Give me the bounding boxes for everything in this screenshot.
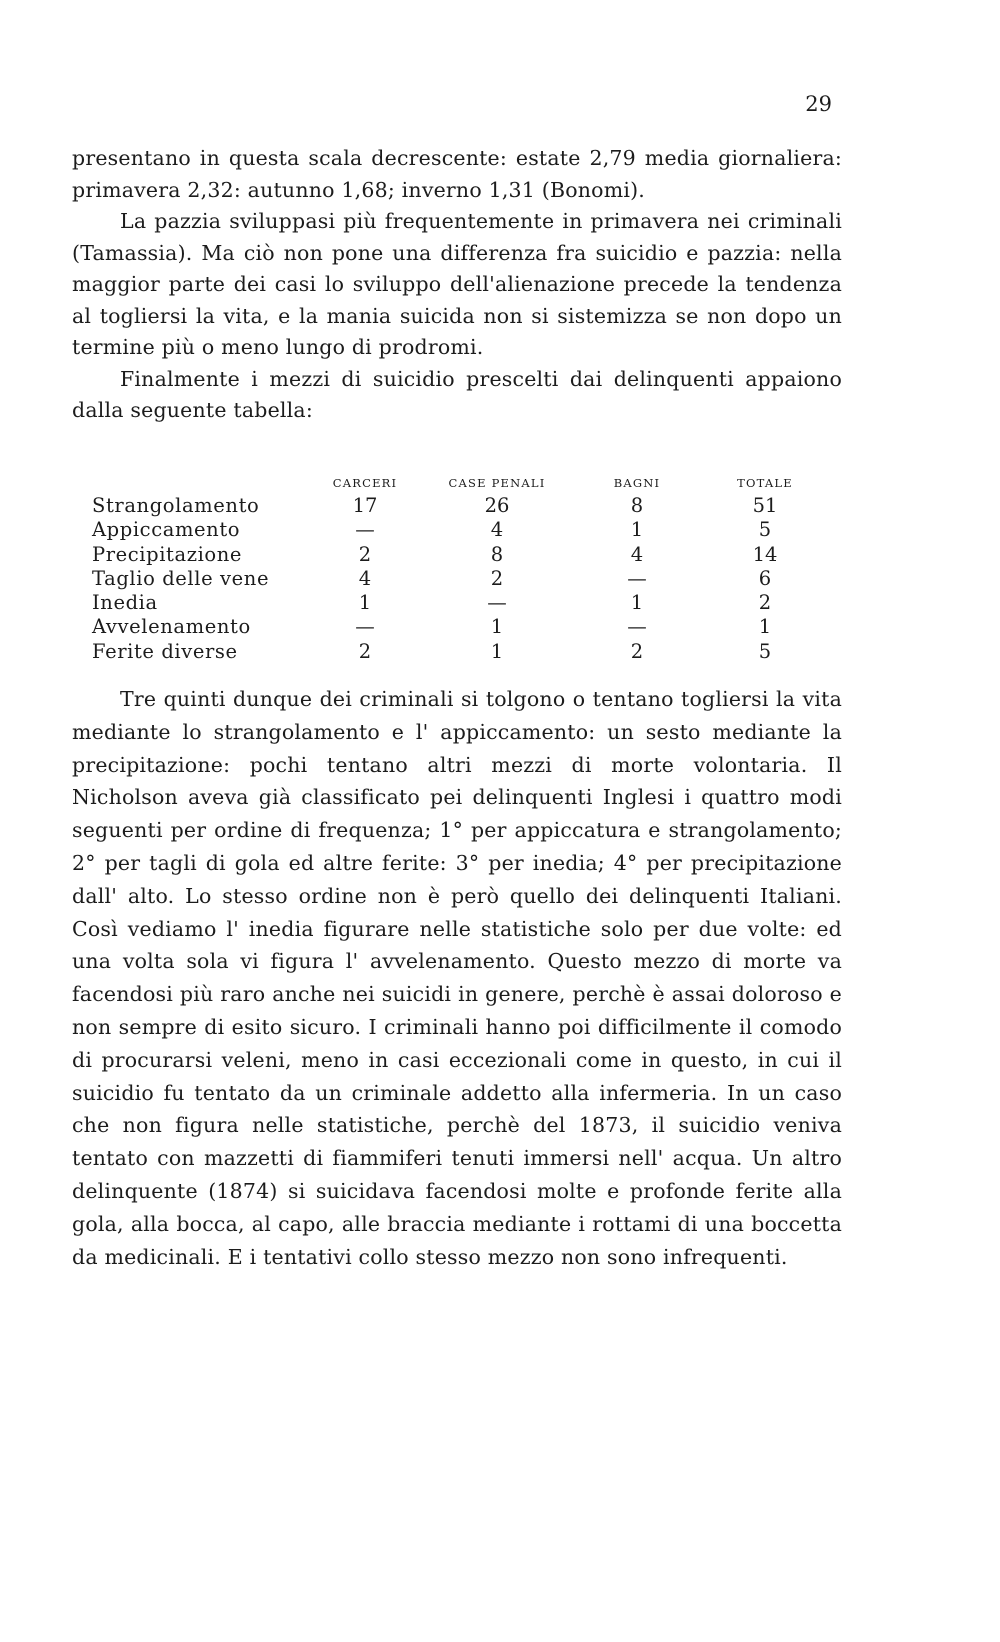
table-row (92, 567, 822, 591)
cell-carceri: — (355, 615, 375, 639)
table-row (92, 640, 822, 664)
table-header-row (92, 472, 822, 494)
cell-case-penali: 8 (490, 542, 504, 566)
cell-carceri: 2 (358, 639, 372, 663)
cell-carceri: 4 (358, 566, 372, 590)
row-label: Strangolamento (92, 494, 260, 517)
cell-case-penali: — (487, 591, 507, 615)
cell-case-penali: 1 (490, 615, 504, 639)
top-paragraphs (72, 143, 842, 427)
table-row (92, 615, 822, 639)
cell-bagni: — (627, 566, 647, 590)
cell-bagni: 4 (630, 542, 644, 566)
cell-carceri: 1 (358, 591, 372, 615)
row-label: Ferite diverse (92, 639, 238, 663)
bottom-paragraphs (72, 683, 842, 1273)
header-bagni: BAGNI (613, 476, 661, 490)
header-case-penali: CASE PENALI (448, 476, 546, 490)
table-row (92, 518, 822, 542)
cell-case-penali: 4 (490, 518, 504, 542)
paragraph-3: Finalmente i mezzi di suicidio prescelti dai delinquenti appaiono dalla seguente tabella: (72, 366, 842, 422)
cell-totale: 14 (752, 542, 778, 566)
cell-totale: 6 (758, 566, 772, 590)
table-row (92, 494, 822, 518)
table-row (92, 543, 822, 567)
row-label: Precipitazione (92, 542, 243, 566)
cell-totale: 1 (758, 615, 772, 639)
header-totale: TOTALE (737, 476, 793, 490)
cell-case-penali: 26 (484, 494, 510, 517)
cell-bagni: — (627, 615, 647, 639)
row-label: Inedia (92, 591, 158, 615)
cell-totale: 2 (758, 591, 772, 615)
row-label: Taglio delle vene (92, 566, 270, 590)
cell-bagni: 1 (630, 518, 644, 542)
cell-carceri: 2 (358, 542, 372, 566)
cell-bagni: 1 (630, 591, 644, 615)
cell-totale: 5 (758, 639, 772, 663)
paragraph-4: Tre quinti dunque dei criminali si tolgono o tentano togliersi la vita mediante lo strangolamento e l' appiccamento: un sesto mediante la precipitazione: pochi tentano altri mezzi di morte volontaria. Il Nicholson aveva già classificato pei delinquenti Inglesi i quattro modi seguenti per ordine di frequenza; 1° per appiccatura e strangolamento; 2° per tagli di gola ed altre ferite: 3° per inedia; 4° per precipitazione dall' alto. Lo stesso ordine non è però quello dei delinquenti Italiani. Così vediamo l' inedia figurare nelle statistiche solo per due volte: ed una volta sola vi figura l' avvelenamento. Questo mezzo di morte va facendosi più raro anche nei suicidi in genere, perchè è assai doloroso e non sempre di esito sicuro. I criminali hanno poi difficilmente il comodo di procurarsi veleni, meno in casi eccezionali come in questo, in cui il suicidio fu tentato da un criminale addetto alla infermeria. In un caso che non figura nelle statistiche, perchè del 1873, il suicidio veniva tentato con mazzetti di fiammiferi tenuti immersi nell' acqua. Un altro delinquente (1874) si suicidava facendosi molte e profonde ferite alla gola, alla bocca, al capo, alle braccia mediante i rottami di una boccetta da medicinali. E i tentativi collo stesso mezzo non sono infrequenti. (72, 687, 842, 1269)
cell-case-penali: 2 (490, 566, 504, 590)
cell-totale: 5 (758, 518, 772, 542)
paragraph-2: La pazzia sviluppasi più frequentemente in primavera nei criminali (Tamassia). Ma ciò non pone una differenza fra suicidio e pazzia: nella maggior parte dei casi lo sviluppo dell'alienazione precede la tendenza al togliersi la vita, e la mania suicida non si sistemizza se non dopo un termine più o meno lungo di prodromi. (72, 209, 842, 359)
cell-bagni: 8 (630, 494, 644, 517)
row-label: Avvelenamento (92, 615, 251, 639)
cell-carceri: — (355, 518, 375, 542)
table-row (92, 591, 822, 615)
cell-bagni: 2 (630, 639, 644, 663)
cell-totale: 51 (752, 494, 778, 517)
paragraph-1: presentano in questa scala decrescente: estate 2,79 media giornaliera: primavera 2,32: autunno 1,68; inverno 1,31 (Bonomi). (72, 146, 842, 202)
cell-case-penali: 1 (490, 639, 504, 663)
row-label: Appiccamento (92, 518, 241, 542)
page-number: 29 (805, 92, 832, 116)
cell-carceri: 17 (352, 494, 378, 517)
suicide-methods-table (92, 472, 822, 664)
header-carceri: CARCERI (332, 476, 398, 490)
